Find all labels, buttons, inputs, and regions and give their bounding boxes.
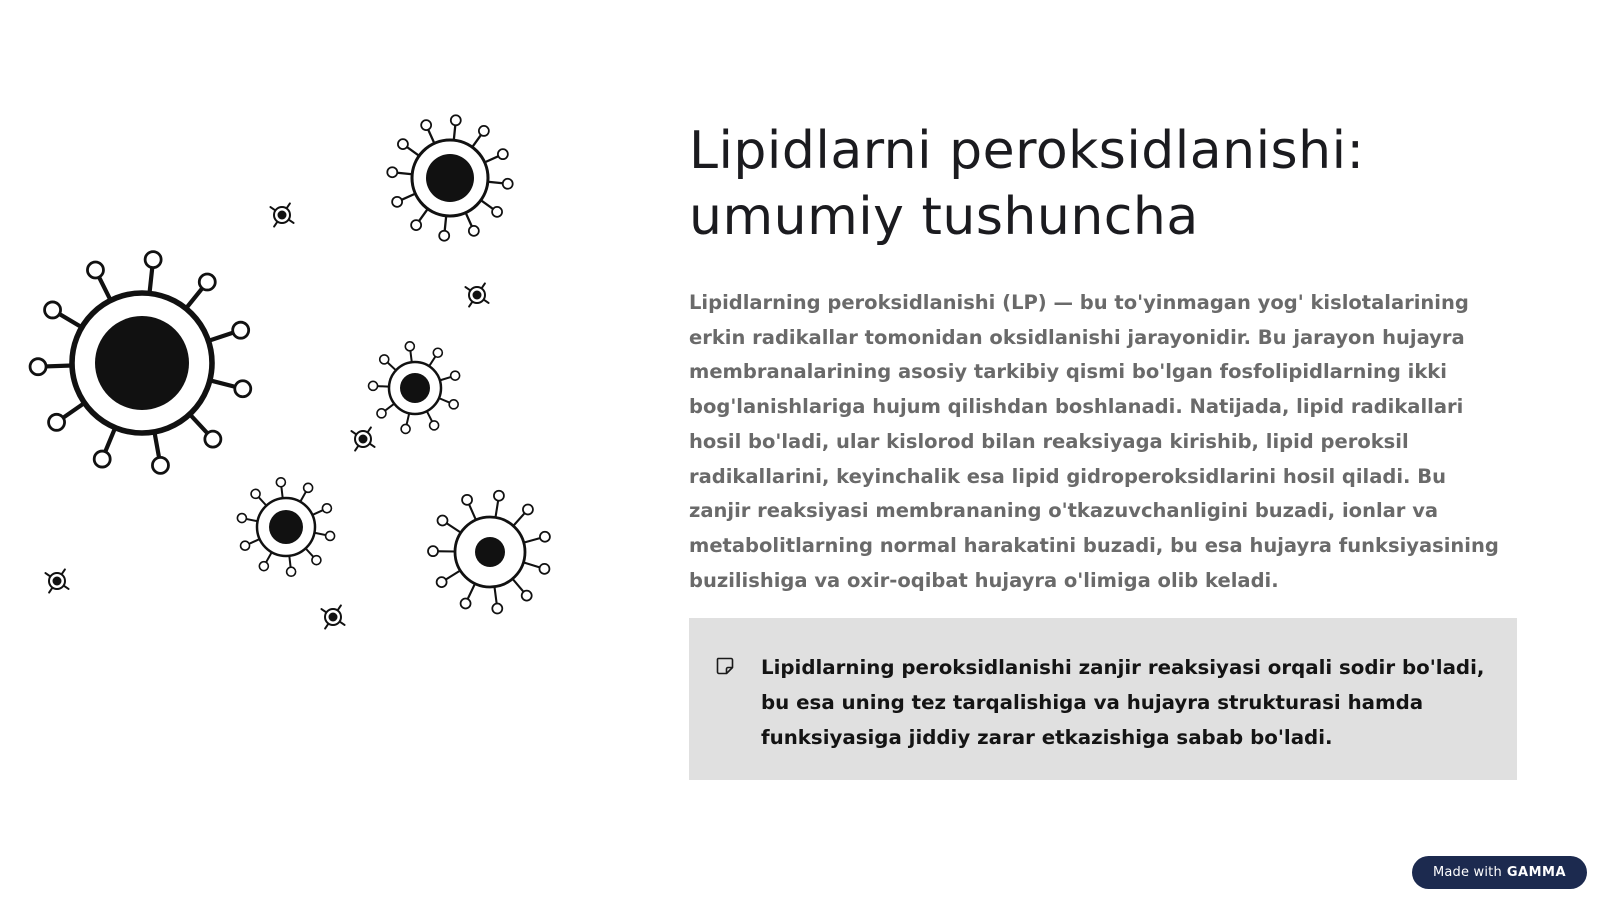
badge-brand: GAMMA <box>1506 865 1567 880</box>
virus-lower-icon <box>237 478 334 576</box>
badge-prefix: Made with <box>1432 865 1502 880</box>
virus-tiny-5-icon <box>321 605 344 628</box>
virus-middle-icon <box>369 342 460 434</box>
virus-tiny-1-icon <box>270 203 293 226</box>
callout-text: Lipidlarning peroksidlanishi zanjir reaksiyasi orqali sodir bo'ladi, bu esa uning tez tarqalishiga va hujayra strukturasi hamda funksiyasiga jiddiy zarar etkazishiga sabab bo'ladi. <box>761 656 1485 750</box>
slide-title-line-2: umumiy tushuncha <box>689 187 1199 247</box>
virus-illustration <box>0 80 580 680</box>
slide-body-text: Lipidlarning peroksidlanishi (LP) — bu to'yinmagan yog' kislotalarining erkin radikallar tomonidan oksidlanishi jarayonidir. Bu jarayon hujayra membranalarining asosiy tarkibiy qismi bo'lgan fosfolipidlarning ikki bog'lanishlariga hujum qilishdan boshlanadi. Natijada, lipid radikallari hosil bo'ladi, ular kislorod bilan reaksiyaga kirishib, lipid peroksil radikallarini, keyinchalik esa lipid gidroperoksidlarini hosil qiladi. Bu zanjir reaksiyasi membrananing o'tkazuvchanligini buzadi, ionlar va metabolitlarning normal harakatini buzadi, bu esa hujayra funksiyasining buzilishiga va oxir-oqibat hujayra o'limiga olib keladi. <box>689 291 1499 592</box>
virus-tiny-3-icon <box>351 427 374 450</box>
callout-box <box>689 618 1517 780</box>
virus-top-icon <box>387 115 512 240</box>
virus-tiny-2-icon <box>465 283 488 306</box>
virus-cluster-icon <box>0 80 580 680</box>
virus-tiny-4-icon <box>45 569 68 592</box>
note-icon <box>715 656 735 676</box>
slide-content <box>689 118 1519 780</box>
virus-right-icon <box>428 491 550 614</box>
made-with-gamma-badge[interactable] <box>1412 856 1587 889</box>
slide-title <box>689 118 1519 250</box>
slide-title-line-1: Lipidlarni peroksidlanishi: <box>689 121 1365 181</box>
virus-large-icon <box>30 252 251 474</box>
